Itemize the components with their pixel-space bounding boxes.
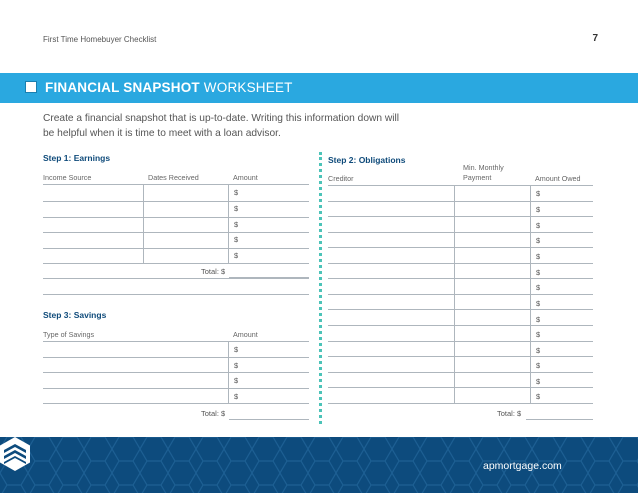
dollar-sign: $ — [536, 299, 541, 308]
banner-title-bold: FINANCIAL SNAPSHOT — [45, 80, 200, 95]
obligations-col-creditor: Creditor — [328, 174, 354, 183]
checkbox[interactable] — [25, 81, 37, 93]
table-row-line — [43, 278, 309, 279]
dollar-sign: $ — [536, 189, 541, 198]
dollar-sign: $ — [234, 345, 239, 354]
dollar-sign: $ — [536, 221, 541, 230]
table-row-line — [43, 201, 309, 202]
column-line — [530, 185, 531, 403]
table-row-line — [43, 357, 309, 358]
earnings-col-amount: Amount — [233, 173, 258, 182]
earnings-col-dates-received: Dates Received — [148, 173, 199, 182]
column-line — [228, 184, 229, 263]
table-row-line — [328, 387, 593, 388]
table-row-line — [328, 278, 593, 279]
table-row-line — [43, 403, 309, 404]
total-line — [229, 277, 309, 278]
table-row-line — [328, 356, 593, 357]
obligations-title: Step 2: Obligations — [328, 155, 406, 165]
table-row-line — [328, 247, 593, 248]
column-divider — [319, 152, 322, 424]
table-row-line — [328, 372, 593, 373]
apm-logo-icon — [0, 437, 30, 471]
dollar-sign: $ — [536, 283, 541, 292]
dollar-sign: $ — [536, 252, 541, 261]
dollar-sign: $ — [234, 220, 239, 229]
dollar-sign: $ — [234, 204, 239, 213]
table-row-line — [43, 184, 309, 185]
dollar-sign: $ — [234, 188, 239, 197]
dollar-sign: $ — [536, 346, 541, 355]
table-row-line — [43, 232, 309, 233]
table-row-line — [43, 388, 309, 389]
table-row-line — [328, 263, 593, 264]
dollar-sign: $ — [536, 315, 541, 324]
savings-col-amount: Amount — [233, 330, 258, 339]
obligations-col-amount-owed: Amount Owed — [535, 174, 581, 183]
column-line — [454, 185, 455, 403]
table-row-line — [328, 341, 593, 342]
dollar-sign: $ — [536, 361, 541, 370]
table-row-line — [43, 263, 309, 264]
table-row-line — [43, 294, 309, 295]
website-link[interactable]: apmortgage.com — [483, 460, 562, 472]
savings-total-label: Total: $ — [201, 409, 226, 418]
table-row-line — [328, 294, 593, 295]
document-title: First Time Homebuyer Checklist — [43, 35, 157, 44]
dollar-sign: $ — [536, 268, 541, 277]
earnings-title: Step 1: Earnings — [43, 153, 111, 163]
obligations-total-label: Total: $ — [497, 409, 522, 418]
dollar-sign: $ — [536, 330, 541, 339]
page-number: 7 — [592, 33, 598, 44]
section-banner — [0, 73, 638, 103]
total-line — [526, 419, 593, 420]
savings-title: Step 3: Savings — [43, 310, 107, 320]
table-row-line — [43, 341, 309, 342]
dollar-sign: $ — [536, 205, 541, 214]
earnings-total-label: Total: $ — [201, 267, 226, 276]
total-line — [229, 419, 309, 420]
table-row-line — [328, 201, 593, 202]
dollar-sign: $ — [234, 361, 239, 370]
intro-text: Create a financial snapshot that is up-to-date. Writing this information down will be helpful when it is time to meet with a loan advisor. — [43, 113, 399, 139]
dollar-sign: $ — [536, 236, 541, 245]
banner-title-rest: WORKSHEET — [199, 80, 293, 95]
savings-col-type: Type of Savings — [43, 330, 95, 339]
table-row-line — [43, 217, 309, 218]
table-row-line — [43, 248, 309, 249]
banner-title — [45, 80, 293, 95]
earnings-col-income-source: Income Source — [43, 173, 92, 182]
dollar-sign: $ — [536, 392, 541, 401]
dollar-sign: $ — [234, 392, 239, 401]
column-line — [228, 341, 229, 403]
table-row-line — [328, 216, 593, 217]
dollar-sign: $ — [536, 377, 541, 386]
table-row-line — [43, 372, 309, 373]
dollar-sign: $ — [234, 235, 239, 244]
column-line — [143, 184, 144, 263]
obligations-col-min-payment: Min. Monthly Payment — [463, 163, 504, 182]
footer — [0, 437, 638, 493]
dollar-sign: $ — [234, 251, 239, 260]
dollar-sign: $ — [234, 376, 239, 385]
table-row-line — [328, 232, 593, 233]
table-row-line — [328, 185, 593, 186]
table-row-line — [328, 309, 593, 310]
table-row-line — [328, 403, 593, 404]
table-row-line — [328, 325, 593, 326]
